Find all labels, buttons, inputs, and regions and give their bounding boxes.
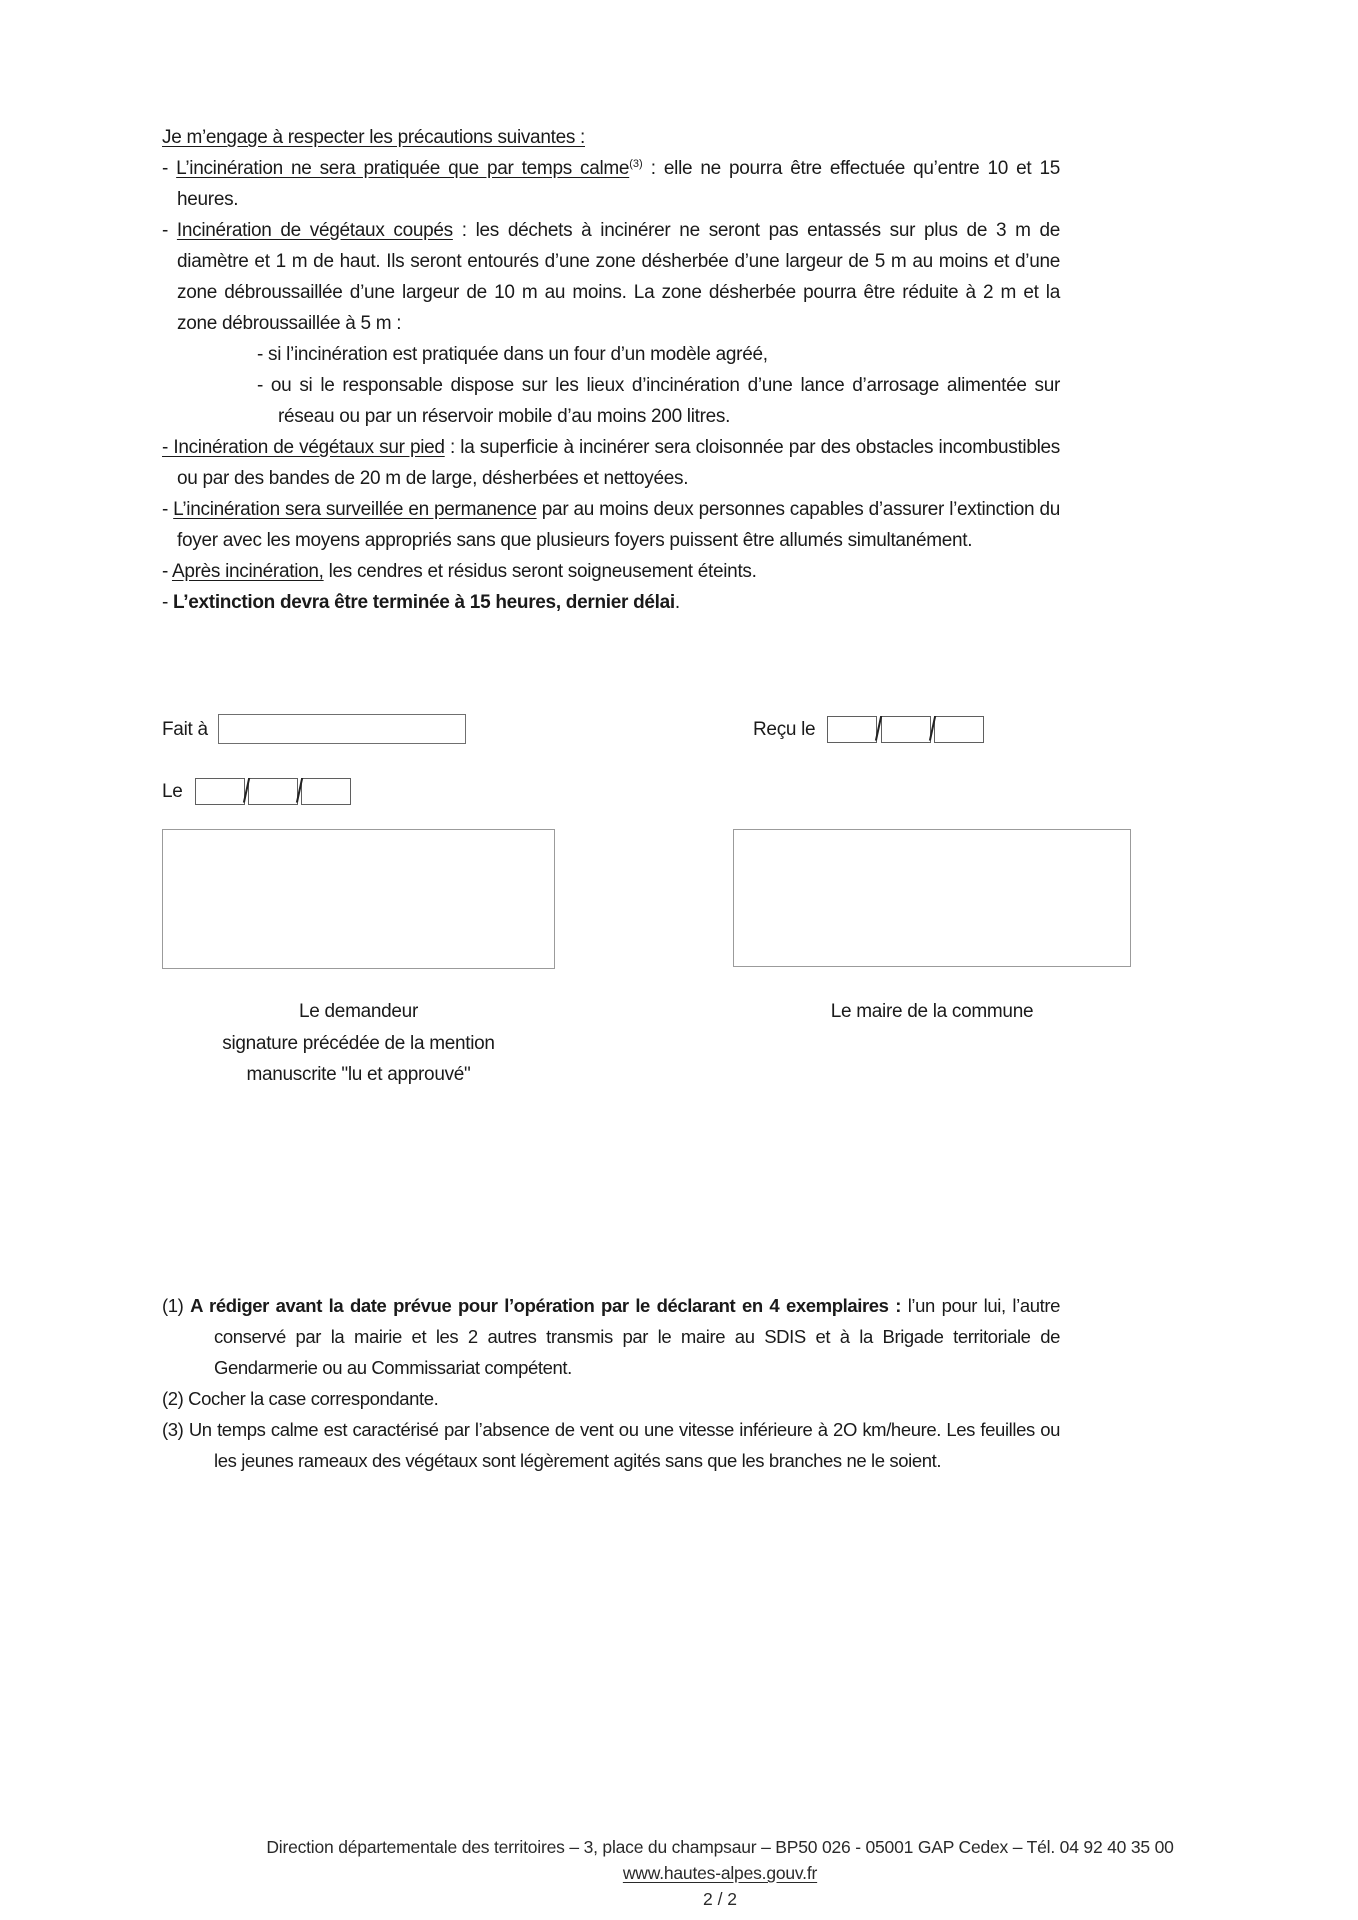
demandeur-caption-line1: Le demandeur [299,1001,418,1022]
footnote-1-text: l’un pour lui, l’autre conservé par la mairie et les 2 autres transmis par le maire au SDIS et à la Brigade territoriale de Gendarmerie ou au Commissariat compétent. [214,1295,1060,1378]
le-date-year-box[interactable] [301,778,351,805]
demandeur-caption [162,996,555,1091]
footnote-3-reference: (3) [629,158,643,170]
footnote-1-marker: (1) [162,1295,191,1316]
signature-boxes-row [162,829,1060,969]
date-separator-slash: / [875,710,883,747]
precaution-calm-weather-lead: L’incinération ne sera pratiquée que par temps calme [176,158,630,179]
maire-caption [733,996,1131,1028]
bullet-dash: - [162,592,174,613]
precaution-surveillance-text: par au moins deux personnes capables d’assurer l’extinction du foyer avec les moyens appropriés sans que plusieurs foyers puissent être allumés simultanément. [177,499,1060,551]
fait-a-label: Fait à [162,719,208,740]
bullet-dash: - [162,220,177,241]
date-separator-slash: / [242,772,250,809]
precaution-cut-vegetation-lead: Incinération de végétaux coupés [176,220,453,241]
maire-signature-box[interactable] [733,829,1131,967]
precaution-cut-vegetation [162,215,1060,339]
bullet-dash: - [162,561,172,582]
precaution-extinction-deadline-bold: L’extinction devra être terminée à 15 heures, dernier délai [173,592,675,613]
page-footer [41,1834,1358,1912]
precaution-calm-weather [162,153,1060,215]
recu-date-year-box[interactable] [934,716,984,743]
precaution-cut-vegetation-text: : les déchets à incinérer ne seront pas entassés sur plus de 3 m de diamètre et 1 m de haut. Ils seront entourés d’une zone désherbée d’une largeur de 5 m au moins et d’une zone débroussaillée d’une largeur de 10 m au moins. La zone désherbée pourra être réduite à 2 m et la zone débroussaillée à 5 m : [177,220,1061,334]
recu-date-day-box[interactable] [827,716,877,743]
precaution-after-incineration [162,556,1060,587]
footnotes-section [162,1290,1060,1476]
recu-le-label: Reçu le [753,719,816,740]
precaution-after-incineration-lead: Après incinération, [171,561,324,582]
le-date-row [162,772,1060,809]
bullet-dash: - [162,158,177,179]
recu-le-group [753,710,984,747]
precaution-surveillance-lead: L’incinération sera surveillée en permanence [173,499,537,520]
footnote-1 [162,1290,1060,1383]
bullet-dash: - [162,499,174,520]
le-date-group [162,772,351,809]
footnote-2 [162,1383,1060,1414]
footnote-2-text: Cocher la case correspondante. [188,1388,439,1409]
precaution-standing-vegetation [162,432,1060,494]
demandeur-caption-line2: signature précédée de la mention [222,1032,495,1054]
le-date-day-box[interactable] [195,778,245,805]
precaution-calm-weather-text: : elle ne pourra être effectuée qu’entre 10 et 15 heures. [177,158,1061,210]
website-link[interactable]: www.hautes-alpes.gouv.fr [622,1863,818,1883]
precaution-standing-vegetation-lead: - Incinération de végétaux sur pied [162,437,445,458]
precaution-extinction-deadline-period: . [674,592,680,613]
signature-captions-row [162,996,1060,1092]
fait-a-input[interactable] [218,714,466,744]
fait-a-group [162,714,466,745]
page-number: 2 / 2 [702,1889,738,1909]
demandeur-caption-line3: manuscrite "lu et approuvé" [246,1064,471,1085]
engagement-heading: Je m’engage à respecter les précautions suivantes : [162,127,585,148]
precaution-after-incineration-text: les cendres et résidus seront soigneusement éteints. [323,561,757,582]
sub-condition-approved-incinerator: - si l’incinération est pratiquée dans un four d’un modèle agréé, [257,344,768,365]
footer-address: Direction départementale des territoires – 3, place du champsaur – BP50 026 - 05001 GAP Cedex – Tél. 04 92 40 35 00 [266,1837,1174,1857]
footnote-3-text: Un temps calme est caractérisé par l’absence de vent ou une vitesse inférieure à 2O km/heure. Les feuilles ou les jeunes rameaux des végétaux sont légèrement agités sans que les branches ne le soient. [188,1419,1060,1471]
footnote-2-marker: (2) [162,1388,189,1409]
footnote-1-bold: A rédiger avant la date prévue pour l’opération par le déclarant en 4 exemplaires : [190,1295,902,1316]
fait-a-recu-le-row [162,710,1060,747]
le-label: Le [162,781,183,802]
le-date-month-box[interactable] [248,778,298,805]
date-separator-slash: / [928,710,936,747]
precaution-extinction-deadline [162,587,1060,618]
page-content [162,0,1060,1476]
precaution-standing-vegetation-text: : la superficie à incinérer sera cloisonnée par des obstacles incombustibles ou par des bandes de 20 m de large, désherbées et nettoyées. [177,437,1061,489]
recu-date-month-box[interactable] [881,716,931,743]
date-separator-slash: / [295,772,303,809]
maire-caption-line: Le maire de la commune [830,1001,1034,1022]
precaution-surveillance [162,494,1060,556]
footnote-3-marker: (3) [162,1419,189,1440]
demandeur-signature-box[interactable] [162,829,555,969]
sub-condition-water-lance: - ou si le responsable dispose sur les lieux d’incinération d’une lance d’arrosage alimentée sur réseau ou par un réservoir mobile d’au moins 200 litres. [257,375,1060,427]
footnote-3 [162,1414,1060,1476]
